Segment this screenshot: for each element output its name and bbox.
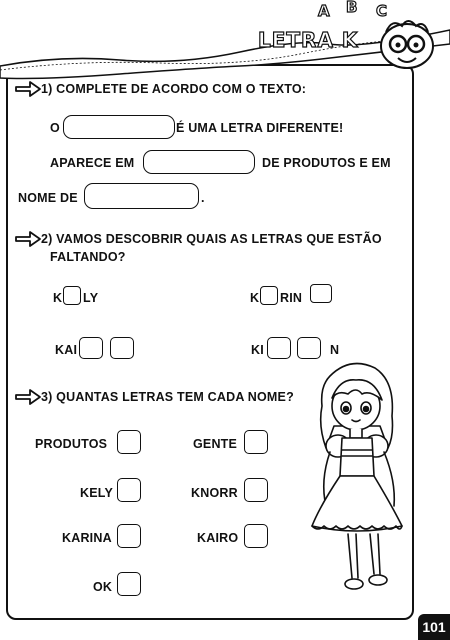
right-arrow-icon bbox=[14, 230, 42, 248]
letter-box[interactable] bbox=[79, 337, 103, 359]
word1-part-a: K bbox=[53, 291, 63, 305]
q3-item-knorr: KNORR bbox=[191, 486, 238, 500]
q3-item-karina: KARINA bbox=[62, 531, 112, 545]
q1-line1-prefix: O bbox=[50, 121, 60, 135]
glasses-mascot-icon bbox=[372, 14, 442, 74]
right-arrow-icon bbox=[14, 388, 42, 406]
q3-item-kely: KELY bbox=[80, 486, 113, 500]
count-box[interactable] bbox=[117, 478, 141, 502]
q1-line3-suffix: . bbox=[201, 191, 205, 205]
decor-letter-a: A bbox=[318, 2, 331, 20]
q1-line2-suffix: DE PRODUTOS E EM bbox=[262, 156, 391, 170]
q1-line2-prefix: APARECE EM bbox=[50, 156, 135, 170]
q3-item-ok: OK bbox=[93, 580, 113, 594]
word1-part-b: LY bbox=[83, 291, 99, 305]
decor-letter-b: B bbox=[346, 0, 359, 16]
letter-box[interactable] bbox=[310, 284, 332, 303]
letter-box[interactable] bbox=[110, 337, 134, 359]
q2-heading-line1: 2) VAMOS DESCOBRIR QUAIS AS LETRAS QUE ESTÃO bbox=[41, 232, 382, 246]
letter-box[interactable] bbox=[260, 286, 278, 305]
q1-line3-prefix: NOME DE bbox=[18, 191, 78, 205]
word4-part-b: N bbox=[330, 343, 340, 357]
count-box[interactable] bbox=[244, 524, 268, 548]
girl-illustration bbox=[290, 356, 420, 606]
q3-item-kairo: KAIRO bbox=[197, 531, 239, 545]
word3-part-a: KAI bbox=[55, 343, 78, 357]
letter-box[interactable] bbox=[267, 337, 291, 359]
page-number: 101 bbox=[418, 614, 450, 640]
count-box[interactable] bbox=[244, 478, 268, 502]
count-box[interactable] bbox=[244, 430, 268, 454]
count-box[interactable] bbox=[117, 430, 141, 454]
count-box[interactable] bbox=[117, 524, 141, 548]
q3-item-produtos: PRODUTOS bbox=[35, 437, 108, 451]
letter-box[interactable] bbox=[63, 286, 81, 305]
q2-heading-line2: FALTANDO? bbox=[50, 250, 126, 264]
answer-input-1[interactable] bbox=[63, 115, 175, 139]
answer-input-2[interactable] bbox=[143, 150, 255, 174]
decor-letter-c: C bbox=[376, 2, 389, 20]
q1-heading: 1) COMPLETE DE ACORDO COM O TEXTO: bbox=[41, 82, 307, 96]
page-title: LETRA K bbox=[258, 28, 359, 52]
q3-item-gente: GENTE bbox=[193, 437, 238, 451]
count-box[interactable] bbox=[117, 572, 141, 596]
word2-part-a: K bbox=[250, 291, 260, 305]
answer-input-3[interactable] bbox=[84, 183, 199, 209]
right-arrow-icon bbox=[14, 80, 42, 98]
word4-part-a: KI bbox=[251, 343, 264, 357]
q1-line1-suffix: É UMA LETRA DIFERENTE! bbox=[176, 121, 344, 135]
q3-heading: 3) QUANTAS LETRAS TEM CADA NOME? bbox=[41, 390, 294, 404]
word2-part-b: RIN bbox=[280, 291, 303, 305]
